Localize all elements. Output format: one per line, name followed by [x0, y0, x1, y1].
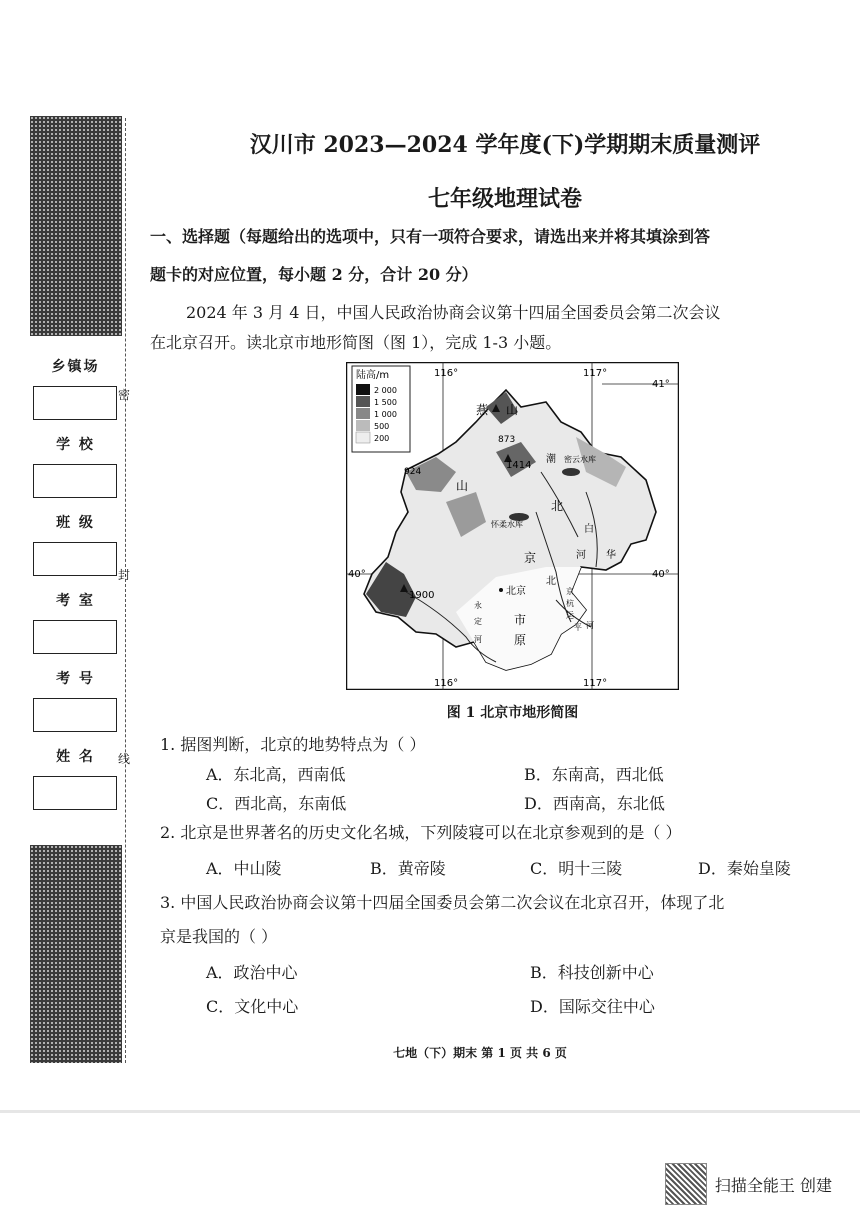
legend-level: 2 000 — [374, 386, 397, 395]
place-label: 定 — [474, 617, 482, 626]
question-3-stem-line1: 3. 中国人民政治协商会议第十四届全国委员会第二次会议在北京召开，体现了北 — [160, 893, 725, 912]
section-heading-line2: 题卡的对应位置，每小题 2 分，合计 20 分） — [150, 265, 478, 284]
exam-title: 汉川市 2023—2024 学年度(下)学期期末质量测评 — [249, 132, 761, 158]
place-label: 平 — [574, 623, 582, 632]
question-2-option-c[interactable]: C．明十三陵 — [530, 859, 623, 878]
question-2-stem: 2. 北京是世界著名的历史文化名城，下列陵寝可以在北京参观到的是（ ） — [160, 823, 682, 842]
place-label: 原 — [514, 633, 527, 647]
seal-char-xian: 线 — [118, 752, 131, 766]
question-1-option-b[interactable]: B．东南高，西北低 — [524, 765, 664, 784]
page-footer: 七地（下）期末 第 1 页 共 6 页 — [393, 1046, 567, 1060]
question-2-option-b[interactable]: B．黄帝陵 — [370, 859, 446, 878]
legend-level: 200 — [374, 434, 390, 443]
scanner-watermark — [665, 1163, 832, 1205]
beijing-terrain-map — [346, 362, 679, 690]
question-3-option-a[interactable]: A．政治中心 — [206, 963, 298, 982]
lat-label: 41° — [652, 379, 670, 390]
place-label: 潮 — [546, 454, 556, 465]
section-heading-line1: 一、选择题（每题给出的选项中，只有一项符合要求，请选出来并将其填涂到答 — [150, 227, 711, 246]
peak-elevation: 1900 — [409, 590, 435, 601]
place-label: 河 — [576, 550, 586, 561]
question-2-option-d[interactable]: D．秦始皇陵 — [698, 859, 791, 878]
question-3-option-d[interactable]: D．国际交往中心 — [530, 997, 655, 1016]
field-box-name[interactable] — [33, 776, 117, 810]
lon-label: 116° — [434, 368, 459, 379]
field-label-class: 班 级 — [56, 515, 95, 531]
place-label: 燕 — [476, 403, 489, 417]
place-label: 京 — [566, 587, 574, 596]
place-label: 河 — [474, 635, 482, 644]
figure-caption: 图 1 北京市地形简图 — [446, 705, 579, 721]
lat-label: 40° — [348, 569, 366, 580]
place-label: 永 — [474, 601, 482, 610]
field-label-room: 考 室 — [56, 593, 95, 609]
lon-label: 117° — [583, 368, 608, 379]
intro-line1: 2024 年 3 月 4 日，中国人民政治协商会议第十四届全国委员会第二次会议 — [186, 303, 721, 322]
question-1-stem: 1. 据图判断，北京的地势特点为（ ） — [160, 735, 426, 754]
place-label: 密云水库 — [564, 455, 596, 464]
field-box-school[interactable] — [33, 464, 117, 498]
lon-label: 116° — [434, 678, 459, 689]
place-label: 山 — [456, 479, 469, 493]
question-1-option-c[interactable]: C．西北高，东南低 — [206, 794, 347, 813]
place-label: 华 — [606, 550, 616, 561]
question-1-option-a[interactable]: A．东北高，西南低 — [206, 765, 346, 784]
intro-line2: 在北京召开。读北京市地形简图（图 1），完成 1-3 小题。 — [150, 333, 562, 352]
lon-label: 117° — [583, 678, 608, 689]
field-label-township: 乡镇场 — [51, 359, 100, 375]
legend-level: 1 500 — [374, 398, 397, 407]
field-box-room[interactable] — [33, 620, 117, 654]
page-edge-divider — [0, 1110, 860, 1113]
question-3-option-c[interactable]: C．文化中心 — [206, 997, 299, 1016]
place-label: 杭 — [566, 599, 574, 608]
place-label: 山 — [506, 403, 519, 417]
question-1-option-d[interactable]: D．西南高，东北低 — [524, 794, 665, 813]
exam-subtitle: 七年级地理试卷 — [427, 186, 582, 212]
field-box-exam-number[interactable] — [33, 698, 117, 732]
field-box-class[interactable] — [33, 542, 117, 576]
legend-level: 1 000 — [374, 410, 397, 419]
peak-elevation: 924 — [404, 467, 422, 477]
place-label: 运 — [566, 611, 574, 620]
place-label: 北京 — [506, 586, 526, 597]
peak-elevation: 1414 — [506, 460, 532, 471]
place-label: 北 — [546, 576, 556, 587]
watermark-text: 扫描全能王 创建 — [714, 1175, 832, 1195]
place-label: 京 — [524, 551, 537, 565]
question-3-option-b[interactable]: B．科技创新中心 — [530, 963, 654, 982]
place-label: 北 — [551, 499, 564, 513]
binding-pattern-bottom — [30, 845, 122, 1063]
legend-level: 500 — [374, 422, 390, 431]
seal-dashed-line — [125, 118, 126, 1063]
field-label-name: 姓 名 — [56, 749, 95, 765]
field-label-school: 学 校 — [56, 437, 95, 453]
peak-elevation: 873 — [498, 435, 516, 445]
question-3-stem-line2: 京是我国的（ ） — [160, 927, 278, 946]
place-label: 河 — [586, 621, 594, 630]
place-label: 怀柔水库 — [491, 520, 523, 529]
place-label: 市 — [514, 613, 527, 627]
seal-char-mi: 密 — [118, 388, 131, 402]
legend-title: 陆高/m — [356, 370, 390, 381]
camscanner-logo-icon — [665, 1163, 707, 1205]
field-box-township[interactable] — [33, 386, 117, 420]
seal-char-feng: 封 — [118, 568, 131, 582]
field-label-exam-number: 考 号 — [56, 671, 95, 687]
question-2-option-a[interactable]: A．中山陵 — [206, 859, 282, 878]
capital-marker-icon — [499, 588, 503, 592]
place-label: 白 — [584, 524, 594, 535]
lat-label: 40° — [652, 569, 670, 580]
binding-pattern-top — [30, 116, 122, 336]
